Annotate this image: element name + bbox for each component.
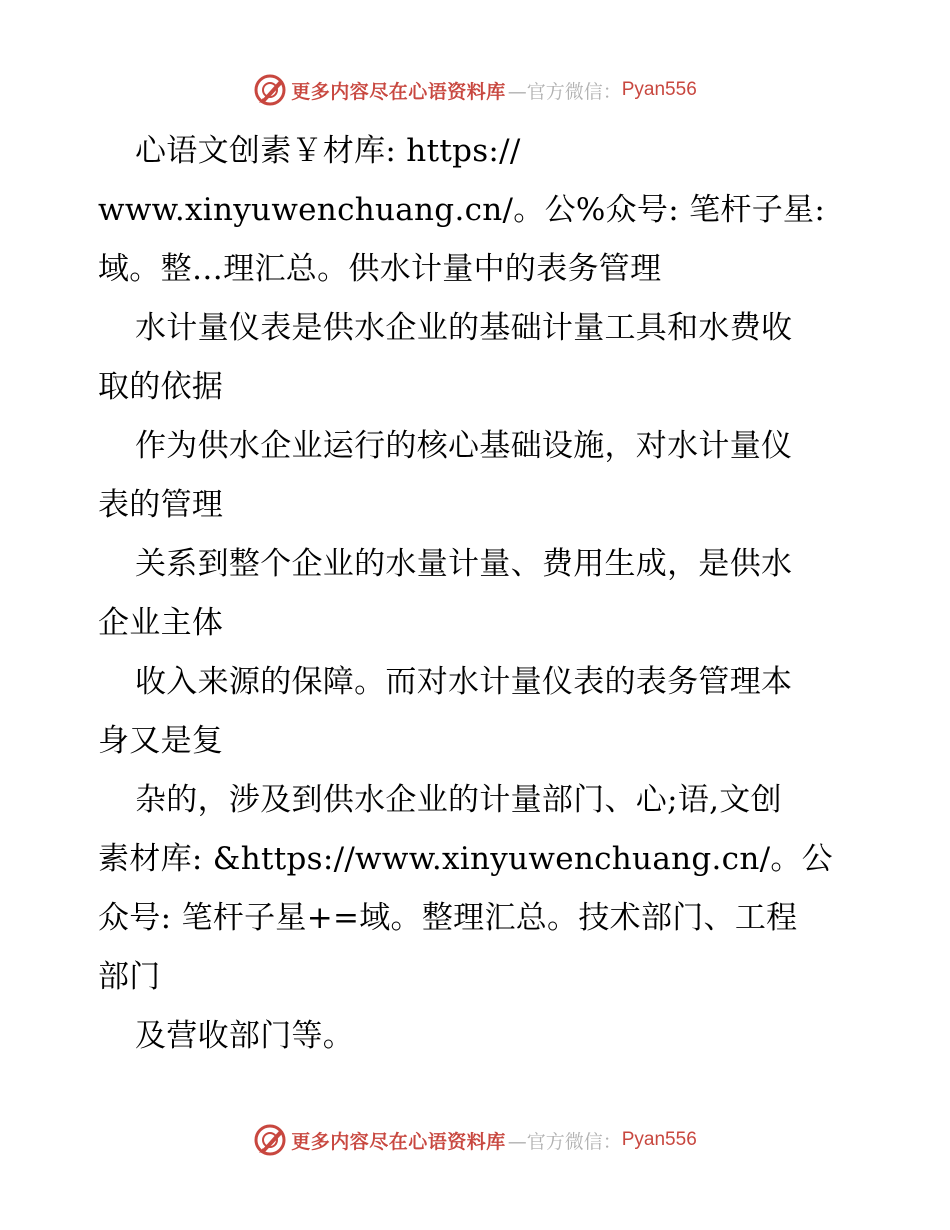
text-line: 水计量仪表是供水企业的基础计量工具和水费收 bbox=[135, 310, 793, 346]
logo-icon bbox=[253, 1123, 287, 1157]
text-line: 身又是复 bbox=[98, 723, 224, 759]
banner-dash-label: —官方微信： bbox=[507, 80, 622, 103]
text-line: 及营收部门等。 bbox=[135, 1018, 355, 1054]
banner-wechat-id: Pyan556 bbox=[621, 79, 697, 100]
text-line: 心语文创素￥材库: https:// bbox=[135, 133, 521, 169]
header-banner bbox=[0, 70, 950, 110]
text-line: 取的依据 bbox=[98, 369, 224, 405]
banner-text: 更多内容尽在心语资料库 bbox=[291, 80, 506, 103]
text-line: 素材库: &https://www.xinyuwenchuang.cn/。公 bbox=[98, 841, 833, 877]
text-line: 收入来源的保障。而对水计量仪表的表务管理本 bbox=[135, 664, 793, 700]
footer-banner bbox=[0, 1120, 950, 1160]
text-line: 表的管理 bbox=[98, 487, 224, 523]
text-line: 杂的，涉及到供水企业的计量部门、心;语,文创 bbox=[135, 782, 782, 818]
text-line: www.xinyuwenchuang.cn/。公%众号: 笔杆子星: bbox=[98, 192, 826, 228]
text-line: 关系到整个企业的水量计量、费用生成，是供水 bbox=[135, 546, 793, 582]
document-body bbox=[98, 122, 858, 1066]
text-line: 域。整…理汇总。供水计量中的表务管理 bbox=[98, 251, 662, 287]
banner-text: 更多内容尽在心语资料库 bbox=[291, 1130, 506, 1153]
banner-wechat-id: Pyan556 bbox=[621, 1129, 697, 1150]
banner-dash-label: —官方微信： bbox=[507, 1130, 622, 1153]
text-line: 作为供水企业运行的核心基础设施，对水计量仪 bbox=[135, 428, 793, 464]
logo-icon bbox=[253, 73, 287, 107]
text-line: 企业主体 bbox=[98, 605, 224, 641]
text-line: 众号: 笔杆子星+=域。整理汇总。技术部门、工程 bbox=[98, 900, 798, 936]
text-line: 部门 bbox=[98, 959, 161, 995]
